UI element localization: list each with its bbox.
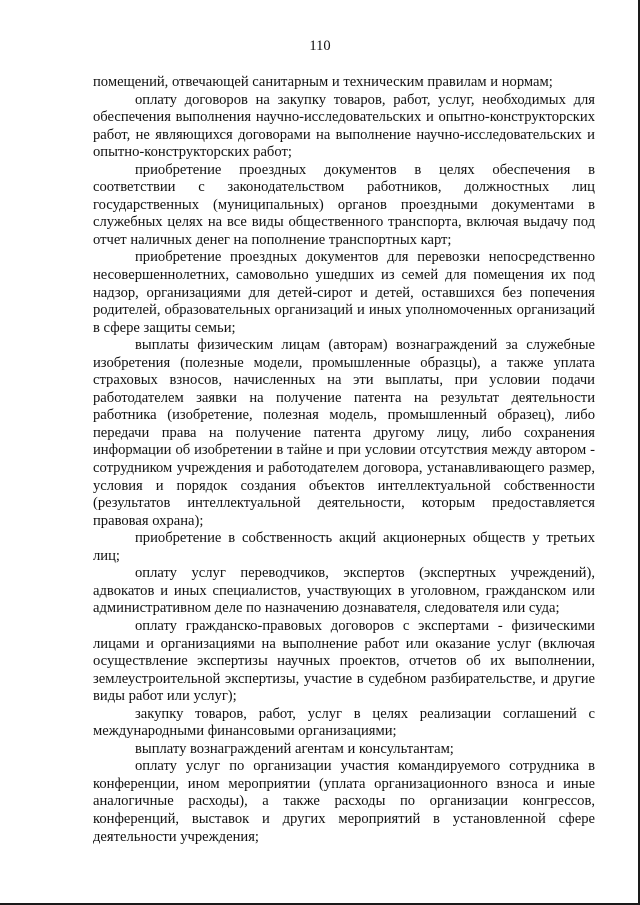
paragraph-agent-fees: выплату вознаграждений агентам и консультантам; [135, 740, 454, 757]
paragraph-inventor-rewards: выплаты физическим лицам (авторам) вознаграждений за служебные изобретения (полезные модели, промышленные образцы), а также уплата страховых взносов, начисленных на эти выплаты, при условии подачи работодателем заявки на получение патента на результат деятельности работника (изобретение, полезная модель, промышленный образец), либо передачи права на получение патента другому лицу, либо сохранения информации об изобретении в тайне и при условии отсутствия между автором - сотрудником учреждения и работодателем договора, устанавливающего размер, условия и порядок создания объектов интеллектуальной собственности (результатов интеллектуальной деятельности, которым предоставляется правовая охрана); [93, 337, 595, 529]
paragraph-translator-expert-services: оплату услуг переводчиков, экспертов (экспертных учреждений), адвокатов и иных специалистов, участвующих в уголовном, гражданском или административном деле по назначению дознавателя, следователя или суда; [93, 565, 595, 617]
paragraph-conference-participation: оплату услуг по организации участия командируемого сотрудника в конференции, ином мероприятии (уплата организационного взноса и иные аналогичные расходы), а также расходы по организации конгрессов, конференций, выставок и других мероприятий в установленной сфере деятельности учреждения; [93, 758, 595, 845]
paragraph-premises-continuation: помещений, отвечающей санитарным и техническим правилам и нормам; [93, 74, 553, 90]
paragraph-civil-law-contracts: оплату гражданско-правовых договоров с экспертами - физическими лицами и организациями на выполнение работ или оказание услуг (включая осуществление экспертизы научных проектов, отчетов об их выполнении, землеустроительной экспертизы, участие в судебном разбирательстве, и другие виды работ или услуг); [93, 617, 595, 705]
paragraph-share-acquisition: приобретение в собственность акций акционерных обществ у третьих лиц; [93, 530, 595, 564]
paragraph-travel-documents-minors: приобретение проездных документов для перевозки непосредственно несовершеннолетних, самовольно ушедших из семей для помещения их под надзор, организациями для детей-сирот и детей, оставшихся без попечения родителей, образовательных организаций и иных уполномоченных организаций в сфере защиты семьи; [93, 249, 595, 336]
paragraph-international-agreements: закупку товаров, работ, услуг в целях реализации соглашений с международными финансовыми организациями; [93, 705, 595, 740]
document-body [93, 74, 595, 846]
page-number: 110 [309, 38, 331, 54]
paragraph-travel-documents-staff: приобретение проездных документов в целях обеспечения в соответствии с законодательством работников, должностных лиц государственных (муниципальных) органов проездными документами в служебных целях на все виды общественного транспорта, включая выдачу под отчет наличных денег на пополнение транспортных карт; [93, 161, 595, 248]
paragraph-procurement-rd: оплату договоров на закупку товаров, работ, услуг, необходимых для обеспечения выполнения научно-исследовательских и опытно-конструкторских работ, не являющихся договорами на выполнение научно-исследовательских и опытно-конструкторских работ; [93, 91, 595, 161]
